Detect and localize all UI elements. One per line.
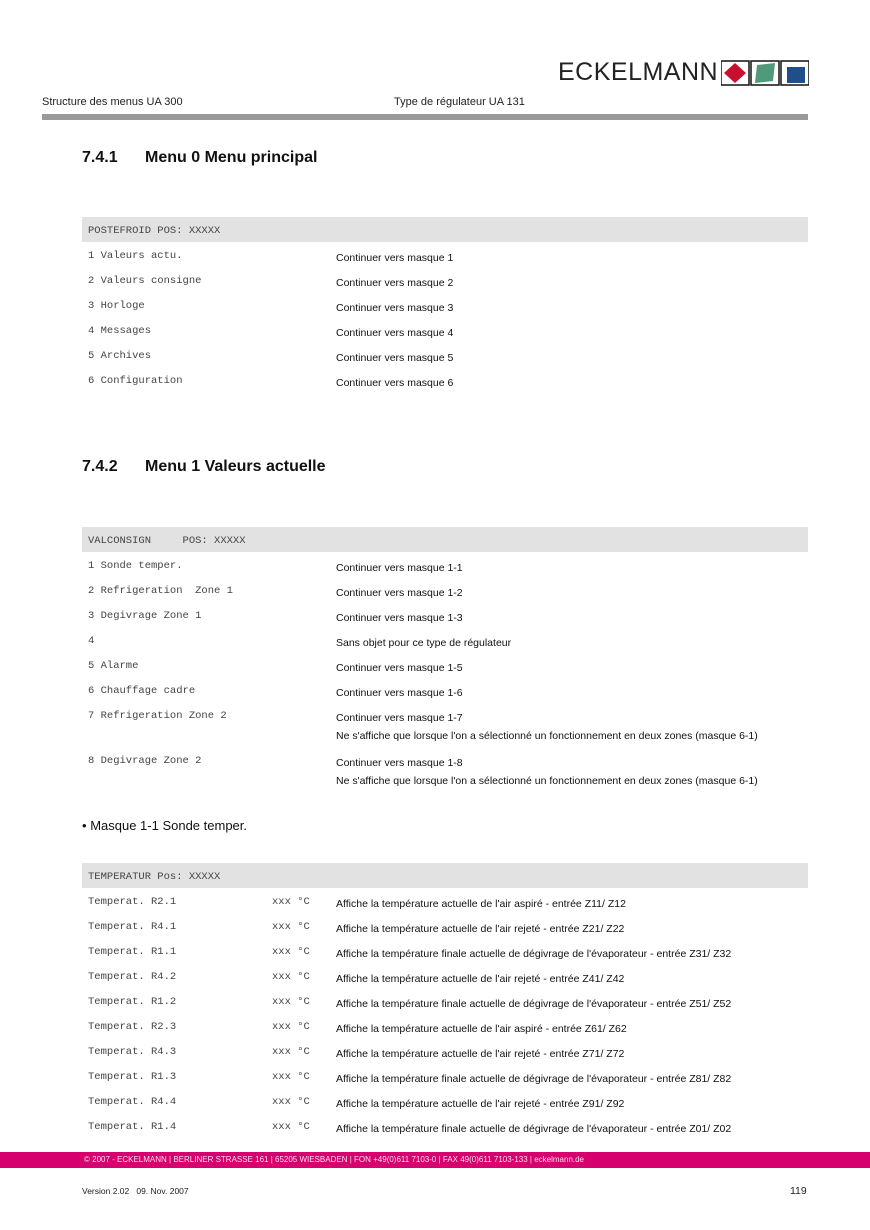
table-row bbox=[82, 342, 808, 367]
row-description: Affiche la température actuelle de l'air rejeté - entrée Z71/ Z72 bbox=[336, 1048, 625, 1060]
row-description: Affiche la température finale actuelle de dégivrage de l'évaporateur - entrée Z31/ Z32 bbox=[336, 948, 732, 960]
row-label: 2 Valeurs consigne bbox=[88, 275, 202, 287]
section-number: 7.4.1 bbox=[82, 149, 118, 166]
row-value: xxx °C bbox=[272, 996, 310, 1008]
row-description: Continuer vers masque 1-5 bbox=[336, 662, 463, 674]
row-label: 4 Messages bbox=[88, 325, 152, 337]
table-row bbox=[82, 367, 808, 392]
bullet-symbol: • bbox=[82, 818, 87, 833]
row-description: Continuer vers masque 3 bbox=[336, 302, 454, 314]
row-label: Temperat. R2.3 bbox=[88, 1021, 177, 1033]
table-header-text: POSTEFROID POS: XXXXX bbox=[88, 225, 221, 237]
footer-copyright: © 2007 - ECKELMANN | BERLINER STRASSE 161 | 65205 WIESBADEN | FON +49(0)611 7103-0 | FAX 49(0)611 7103-133 | eckelmann.de bbox=[84, 1155, 585, 1164]
row-description: Continuer vers masque 2 bbox=[336, 277, 454, 289]
table-row bbox=[82, 1113, 808, 1138]
row-label: 3 Horloge bbox=[88, 300, 145, 312]
bullet-item-masque-1-1 bbox=[82, 818, 247, 833]
version-info: Version 2.02 09. Nov. 2007 bbox=[82, 1186, 189, 1196]
row-label: 6 Chauffage cadre bbox=[88, 685, 196, 697]
row-value: xxx °C bbox=[272, 1096, 310, 1108]
row-value: xxx °C bbox=[272, 946, 310, 958]
row-value: xxx °C bbox=[272, 1071, 310, 1083]
table-row bbox=[82, 938, 808, 963]
row-label: 1 Valeurs actu. bbox=[88, 250, 183, 262]
row-description bbox=[336, 754, 758, 790]
footer-bar bbox=[0, 1152, 870, 1168]
row-description: Continuer vers masque 1-3 bbox=[336, 612, 463, 624]
row-description: Affiche la température finale actuelle de dégivrage de l'évaporateur - entrée Z81/ Z82 bbox=[336, 1073, 732, 1085]
table-row bbox=[82, 988, 808, 1013]
row-label: 8 Degivrage Zone 2 bbox=[88, 755, 202, 767]
row-value: xxx °C bbox=[272, 921, 310, 933]
row-description-main: Continuer vers masque 1-8 bbox=[336, 757, 463, 769]
row-description: Continuer vers masque 1-6 bbox=[336, 687, 463, 699]
section-title: Menu 0 Menu principal bbox=[145, 149, 318, 166]
menu-0-table bbox=[82, 217, 808, 392]
table-row bbox=[82, 1088, 808, 1113]
table-row bbox=[82, 747, 808, 792]
section-heading-menu-0 bbox=[82, 149, 317, 167]
header-divider bbox=[42, 114, 808, 120]
row-label: Temperat. R4.3 bbox=[88, 1046, 177, 1058]
table-header bbox=[82, 527, 808, 552]
row-label: Temperat. R1.1 bbox=[88, 946, 177, 958]
table-header-text: TEMPERATUR Pos: XXXXX bbox=[88, 871, 221, 883]
row-description: Affiche la température actuelle de l'air rejeté - entrée Z41/ Z42 bbox=[336, 973, 625, 985]
bullet-text: Masque 1-1 Sonde temper. bbox=[90, 818, 248, 833]
table-header bbox=[82, 217, 808, 242]
section-heading-menu-1 bbox=[82, 458, 326, 476]
table-row bbox=[82, 602, 808, 627]
row-label: 5 Archives bbox=[88, 350, 152, 362]
row-description: Affiche la température actuelle de l'air aspiré - entrée Z11/ Z12 bbox=[336, 898, 626, 910]
section-title: Menu 1 Valeurs actuelle bbox=[145, 458, 326, 475]
row-label: 3 Degivrage Zone 1 bbox=[88, 610, 202, 622]
table-row bbox=[82, 267, 808, 292]
section-number: 7.4.2 bbox=[82, 458, 118, 475]
header-center-title: Type de régulateur UA 131 bbox=[394, 96, 525, 108]
table-row bbox=[82, 913, 808, 938]
row-value: xxx °C bbox=[272, 971, 310, 983]
row-description: Sans objet pour ce type de régulateur bbox=[336, 637, 512, 649]
row-description: Affiche la température actuelle de l'air rejeté - entrée Z91/ Z92 bbox=[336, 1098, 625, 1110]
row-label: 7 Refrigeration Zone 2 bbox=[88, 710, 227, 722]
row-description: Continuer vers masque 1 bbox=[336, 252, 454, 264]
menu-1-table bbox=[82, 527, 808, 792]
table-row bbox=[82, 577, 808, 602]
row-label: Temperat. R1.3 bbox=[88, 1071, 177, 1083]
row-description: Continuer vers masque 1-1 bbox=[336, 562, 463, 574]
row-description-main: Continuer vers masque 1-7 bbox=[336, 712, 463, 724]
row-description: Affiche la température finale actuelle de dégivrage de l'évaporateur - entrée Z51/ Z52 bbox=[336, 998, 732, 1010]
row-description: Continuer vers masque 6 bbox=[336, 377, 454, 389]
row-description: Continuer vers masque 1-2 bbox=[336, 587, 463, 599]
row-label: Temperat. R2.1 bbox=[88, 896, 177, 908]
row-label: Temperat. R4.1 bbox=[88, 921, 177, 933]
table-row bbox=[82, 1038, 808, 1063]
row-description-note: Ne s'affiche que lorsque l'on a sélectionné un fonctionnement en deux zones (masque 6-1) bbox=[336, 730, 758, 742]
table-row bbox=[82, 292, 808, 317]
table-row bbox=[82, 652, 808, 677]
company-logo-mark bbox=[721, 59, 809, 92]
table-row bbox=[82, 552, 808, 577]
table-row bbox=[82, 627, 808, 652]
table-row bbox=[82, 677, 808, 702]
row-description bbox=[336, 709, 758, 745]
table-header-text: VALCONSIGN POS: XXXXX bbox=[88, 535, 246, 547]
row-label: Temperat. R4.4 bbox=[88, 1096, 177, 1108]
table-row bbox=[82, 317, 808, 342]
row-label: 5 Alarme bbox=[88, 660, 139, 672]
row-label: 6 Configuration bbox=[88, 375, 183, 387]
row-label: 1 Sonde temper. bbox=[88, 560, 183, 572]
table-row bbox=[82, 242, 808, 267]
row-description: Continuer vers masque 5 bbox=[336, 352, 454, 364]
row-value: xxx °C bbox=[272, 1021, 310, 1033]
table-row bbox=[82, 1013, 808, 1038]
row-label: 2 Refrigeration Zone 1 bbox=[88, 585, 233, 597]
row-description: Affiche la température finale actuelle de dégivrage de l'évaporateur - entrée Z01/ Z02 bbox=[336, 1123, 732, 1135]
row-description: Affiche la température actuelle de l'air aspiré - entrée Z61/ Z62 bbox=[336, 1023, 627, 1035]
row-description: Affiche la température actuelle de l'air rejeté - entrée Z21/ Z22 bbox=[336, 923, 625, 935]
table-row bbox=[82, 888, 808, 913]
header-left-title: Structure des menus UA 300 bbox=[42, 96, 183, 108]
row-value: xxx °C bbox=[272, 1121, 310, 1133]
row-label: Temperat. R1.2 bbox=[88, 996, 177, 1008]
page-number: 119 bbox=[790, 1185, 807, 1197]
table-row bbox=[82, 702, 808, 747]
row-label: 4 bbox=[88, 635, 95, 647]
row-description-note: Ne s'affiche que lorsque l'on a sélectionné un fonctionnement en deux zones (masque 6-1) bbox=[336, 775, 758, 787]
row-label: Temperat. R4.2 bbox=[88, 971, 177, 983]
row-label: Temperat. R1.4 bbox=[88, 1121, 177, 1133]
table-row bbox=[82, 1063, 808, 1088]
company-logo-text: ECKELMANN bbox=[558, 58, 719, 86]
row-value: xxx °C bbox=[272, 1046, 310, 1058]
table-header bbox=[82, 863, 808, 888]
temperature-table bbox=[82, 863, 808, 1138]
row-description: Continuer vers masque 4 bbox=[336, 327, 454, 339]
row-value: xxx °C bbox=[272, 896, 310, 908]
table-row bbox=[82, 963, 808, 988]
